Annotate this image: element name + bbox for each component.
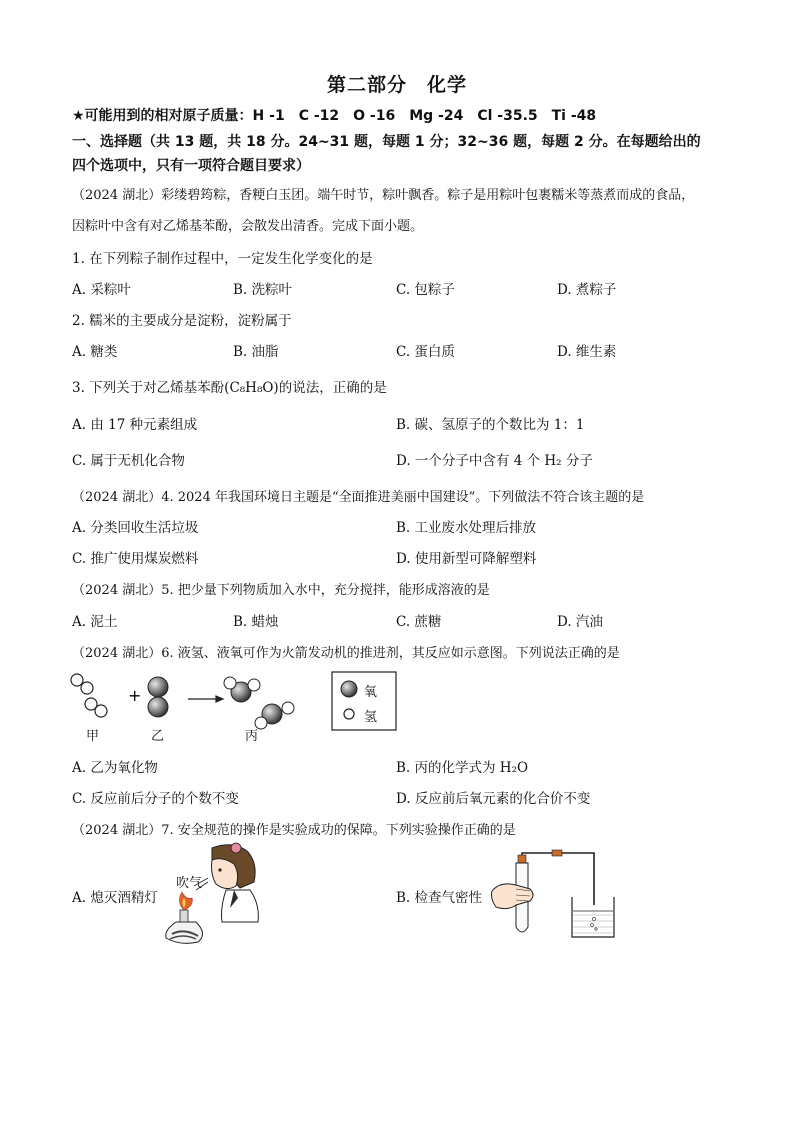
- q5-option-a[interactable]: A. 泥土: [72, 614, 118, 630]
- reaction-diagram: [66, 668, 406, 744]
- airtightness-check-illustration: [490, 845, 620, 940]
- q6-option-c[interactable]: C. 反应前后分子的个数不变: [72, 791, 239, 807]
- q7-option-b[interactable]: B. 检查气密性: [396, 890, 483, 906]
- q1-option-a[interactable]: A. 采粽叶: [72, 282, 131, 298]
- page-title: 第二部分 化学: [326, 74, 467, 96]
- q5-option-d[interactable]: D. 汽油: [557, 614, 603, 630]
- q1-option-b[interactable]: B. 洗粽叶: [233, 282, 293, 298]
- q6-option-a[interactable]: A. 乙为氧化物: [72, 760, 158, 776]
- label-yi: 乙: [151, 729, 165, 744]
- plus-sign: +: [128, 686, 142, 705]
- q3-stem-pre: 3. 下列关于对乙烯基苯酚: [72, 380, 225, 396]
- label-jia: 甲: [86, 729, 100, 744]
- q3-option-a[interactable]: A. 由 17 种元素组成: [72, 417, 198, 433]
- label-bing: 丙: [245, 729, 259, 744]
- blow-label: 吹气: [176, 876, 203, 891]
- hydrogen-molecules: [71, 674, 107, 717]
- atomic-masses: ★可能用到的相对原子质量：H -1 C -12 O -16 Mg -24 Cl -35.5 Ti -48: [72, 108, 597, 124]
- question-6-stem: （2024 湖北）6. 液氢、液氧可作为火箭发动机的推进剂，其反应如示意图。下列说法正确的是: [72, 646, 620, 661]
- question-1-stem: 1. 在下列粽子制作过程中，一定发生化学变化的是: [72, 251, 373, 267]
- question-2-stem: 2. 糯米的主要成分是淀粉，淀粉属于: [72, 313, 292, 329]
- water-molecules: [224, 677, 294, 729]
- q2-option-a[interactable]: A. 糖类: [72, 344, 118, 360]
- question-7-stem: （2024 湖北）7. 安全规范的操作是实验成功的保障。下列实验操作正确的是: [72, 823, 516, 838]
- question-3-stem: [72, 376, 387, 396]
- intro-line1: （2024 湖北）彩缕碧筠粽，香粳白玉团。端午时节，粽叶飘香。粽子是用粽叶包裹糯米等蒸煮而成的食品，: [72, 188, 695, 203]
- q5-option-c[interactable]: C. 蔗糖: [396, 614, 442, 630]
- q2-option-c[interactable]: C. 蛋白质: [396, 344, 455, 360]
- q2-option-d[interactable]: D. 维生素: [557, 344, 617, 360]
- q1-option-d[interactable]: D. 煮粽子: [557, 282, 617, 298]
- legend-label-oxygen: 氧: [364, 685, 378, 700]
- q2-option-b[interactable]: B. 油脂: [233, 344, 279, 360]
- q4-option-b[interactable]: B. 工业废水处理后排放: [396, 520, 537, 536]
- q3-option-d[interactable]: D. 一个分子中含有 4 个 H₂ 分子: [396, 453, 593, 469]
- q4-option-a[interactable]: A. 分类回收生活垃圾: [72, 520, 199, 536]
- question-4-stem: （2024 湖北）4. 2024 年我国环境日主题是“全面推进美丽中国建设”。下列做法不符合该主题的是: [72, 490, 645, 505]
- q3-option-c[interactable]: C. 属于无机化合物: [72, 453, 185, 469]
- intro-line2: 因粽叶中含有对乙烯基苯酚，会散发出清香。完成下面小题。: [72, 219, 424, 234]
- oxygen-molecule: [148, 677, 168, 717]
- q3-formula: (C₈H₈O): [224, 380, 279, 396]
- alcohol-lamp-illustration: [150, 838, 275, 946]
- legend-label-hydrogen: 氢: [364, 710, 378, 725]
- question-5-stem: （2024 湖北）5. 把少量下列物质加入水中，充分搅拌，能形成溶液的是: [72, 583, 490, 598]
- q4-option-d[interactable]: D. 使用新型可降解塑料: [396, 551, 537, 567]
- section-heading-line1: 一、选择题（共 13 题，共 18 分。24~31 题，每题 1 分；32~36 题，每题 2 分。在每题给出的: [72, 134, 701, 150]
- q3-option-b[interactable]: B. 碳、氢原子的个数比为 1：1: [396, 417, 585, 433]
- q1-option-c[interactable]: C. 包粽子: [396, 282, 455, 298]
- q3-stem-post: 的说法，正确的是: [278, 380, 387, 396]
- q4-option-c[interactable]: C. 推广使用煤炭燃料: [72, 551, 199, 567]
- q5-option-b[interactable]: B. 蜡烛: [233, 614, 279, 630]
- reaction-arrow: [188, 696, 223, 702]
- q7-option-a[interactable]: A. 熄灭酒精灯: [72, 890, 158, 906]
- q6-option-d[interactable]: D. 反应前后氧元素的化合价不变: [396, 791, 591, 807]
- section-heading-line2: 四个选项中，只有一项符合题目要求）: [72, 158, 310, 174]
- q6-option-b[interactable]: B. 丙的化学式为 H₂O: [396, 760, 529, 776]
